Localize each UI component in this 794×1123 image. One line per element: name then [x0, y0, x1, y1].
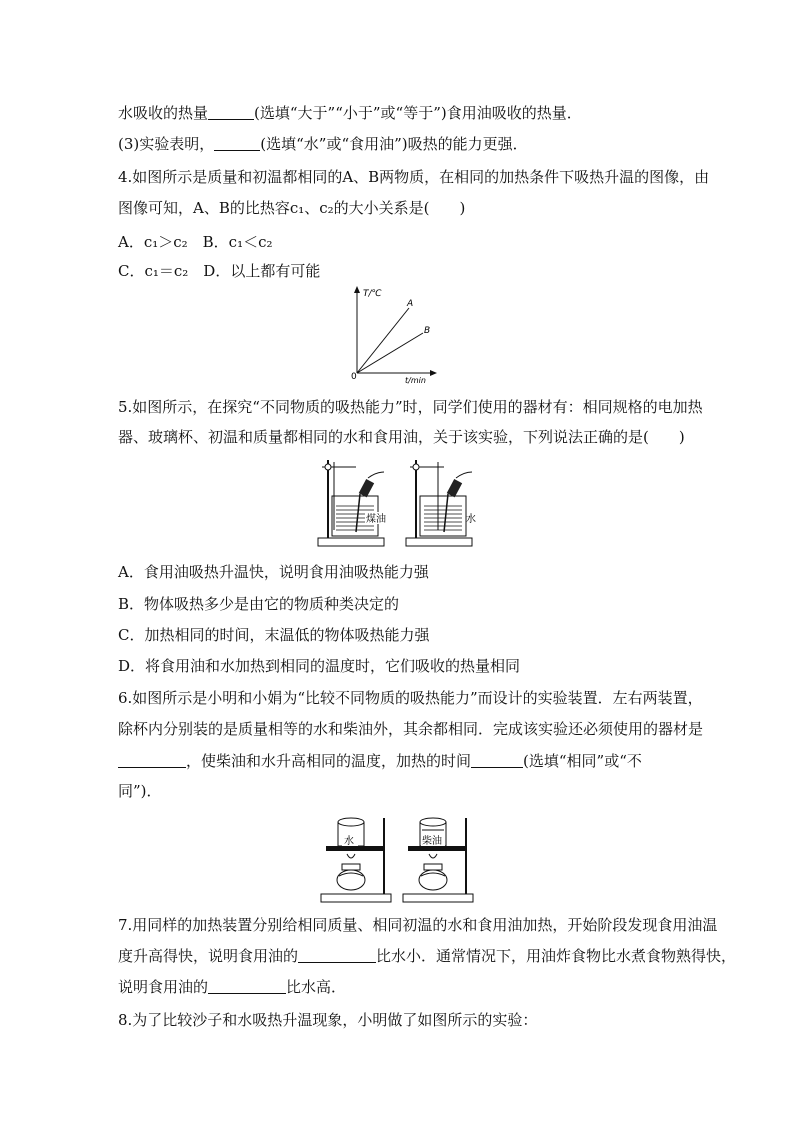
left-apparatus — [318, 460, 386, 546]
right-apparatus — [406, 460, 476, 546]
y-axis-label: T/℃ — [363, 289, 382, 299]
q4-line1: 4.如图所示是质量和初温都相同的A、B两物质，在相同的加热条件下吸热升温的图像，由 — [118, 168, 710, 186]
q6-line1: 6.如图所示是小明和小娟为“比较不同物质的吸热能力”而设计的实验装置．左右两装置， — [118, 689, 703, 707]
q7-line1: 7.用同样的加热装置分别给相同质量、相同初温的水和食用油加热，开始阶段发现食用油温 — [118, 916, 718, 934]
q4-options-ab: A．c₁＞c₂ B．c₁＜c₂ — [118, 233, 273, 251]
left-burner-setup — [321, 818, 391, 902]
q5-option-a: A．食用油吸热升温快，说明食用油吸热能力强 — [118, 563, 429, 581]
q7-line3: 说明食用油的 比水高． — [118, 978, 347, 996]
q6-line4: 同”)． — [118, 782, 162, 800]
line-b — [357, 333, 423, 373]
temperature-graph — [345, 283, 447, 386]
q8-line1: 8.为了比较沙子和水吸热升温现象，小明做了如图所示的实验： — [118, 1011, 538, 1029]
line-a — [357, 308, 409, 373]
right-burner-setup — [403, 818, 473, 902]
q5-option-c: C．加热相同的时间，末温低的物体吸热能力强 — [118, 626, 430, 644]
q6-line3: ，使柴油和水升高相同的温度，加热的时间 (选填“相同”或“不 — [118, 750, 642, 771]
q5-option-d: D．将食用油和水加热到相同的温度时，它们吸收的热量相同 — [118, 657, 521, 675]
x-axis-label: t/min — [405, 376, 426, 385]
left-beaker-label: 水 — [344, 836, 354, 847]
q4-line2: 图像可知，A、B的比热容c₁、c₂的大小关系是( ) — [118, 199, 466, 217]
line-1: 水吸收的热量 (选填“大于”“小于”或“等于”)食用油吸收的热量． — [118, 104, 582, 122]
label-a: A — [407, 299, 414, 309]
line-2: (3)实验表明， (选填“水”或“食用油”)吸热的能力更强． — [118, 135, 528, 153]
right-beaker-label: 柴油 — [422, 836, 442, 847]
q5-option-b: B．物体吸热多少是由它的物质种类决定的 — [118, 595, 400, 613]
q5-line1: 5.如图所示，在探究“不同物质的吸热能力”时，同学们使用的器材有：相同规格的电加热 — [118, 398, 703, 416]
heater-apparatus-figure — [310, 456, 485, 550]
burner-apparatus-figure — [318, 812, 478, 904]
q4-options-cd: C．c₁＝c₂ D．以上都有可能 — [118, 262, 321, 280]
right-liquid-label: 水 — [466, 514, 476, 525]
label-b: B — [424, 326, 431, 336]
origin-label: 0 — [351, 372, 357, 382]
q5-line2: 器、玻璃杯、初温和质量都相同的水和食用油，关于该实验，下列说法正确的是( ) — [118, 428, 685, 446]
q6-line2: 除杯内分别装的是质量相等的水和柴油外，其余都相同．完成该实验还必须使用的器材是 — [118, 720, 704, 738]
left-liquid-label: 煤油 — [366, 514, 386, 525]
q7-line2: 度升高得快，说明食用油的 比水小．通常情况下，用油炸食物比水煮食物熟得快， — [118, 947, 737, 965]
